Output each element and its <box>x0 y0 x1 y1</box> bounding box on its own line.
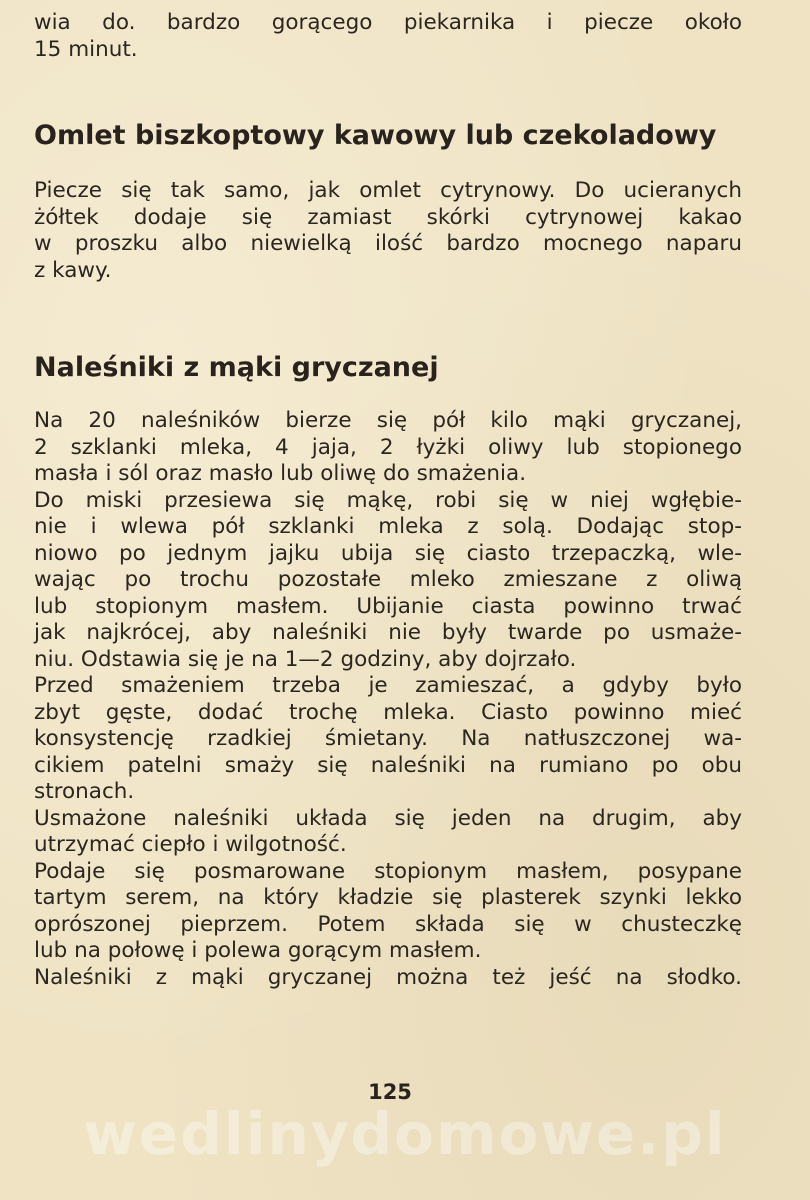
text-line: Do miski przesiewa się mąkę, robi się w niej wgłębie- <box>34 487 742 513</box>
page-number: 125 <box>368 1080 412 1104</box>
text-line: Naleśniki z mąki gryczanej można też jeść na słodko. <box>34 964 742 990</box>
text-line: 15 minut. <box>34 36 138 62</box>
text-line: wia do. bardzo gorącego piekarnika i piecze około <box>34 10 742 35</box>
text-line: tartym serem, na który kładzie się plasterek szynki lekko <box>34 885 742 910</box>
text-line: cikiem patelni smaży się naleśniki na rumiano po obu <box>34 752 742 778</box>
text-line: Na 20 naleśników bierze się pół kilo mąki gryczanej, <box>34 408 742 433</box>
text-line: Piecze się tak samo, jak omlet cytrynowy. Do ucieranych <box>34 178 742 203</box>
text-line: stronach. <box>34 779 135 804</box>
text-line: Przed smażeniem trzeba je zamieszać, a gdyby było <box>34 673 742 698</box>
text-line: oprószonej pieprzem. Potem składa się w chusteczkę <box>34 911 742 937</box>
text-line: jak najkrócej, aby naleśniki nie były twarde po usmaże- <box>34 620 742 645</box>
text-line: Usmażone naleśniki układa się jeden na drugim, aby <box>34 805 742 831</box>
section-nalesniki-body <box>34 408 742 991</box>
text-line: z kawy. <box>34 257 112 283</box>
text-line: w proszku albo niewielką ilość bardzo mocnego naparu <box>34 231 742 256</box>
section-title-omlet: Omlet biszkoptowy kawowy lub czekoladowy <box>34 120 717 151</box>
watermark: wedlinydomowe.pl <box>83 1100 727 1168</box>
text-line: lub stopionym masłem. Ubijanie ciasta powinno trwać <box>34 593 742 619</box>
text-line: Podaje się posmarowane stopionym masłem, posypane <box>34 858 742 884</box>
text-line: konsystencję rzadkiej śmietany. Na natłuszczonej wa- <box>34 726 742 751</box>
text-line: niowo po jednym jajku ubija się ciasto trzepaczką, wle- <box>34 540 742 566</box>
section-title-nalesniki: Naleśniki z mąki gryczanej <box>34 352 439 383</box>
section-omlet-body <box>34 178 742 284</box>
text-line: zbyt gęste, dodać trochę mleka. Ciasto powinno mieć <box>34 699 742 725</box>
text-line: wając po trochu pozostałe mleko zmieszane z oliwą <box>34 567 742 592</box>
text-line: żółtek dodaje się zamiast skórki cytrynowej kakao <box>34 204 742 230</box>
text-line: nie i wlewa pół szklanki mleka z solą. Dodając stop- <box>34 514 742 539</box>
text-line: lub na połowę i polewa gorącym masłem. <box>34 938 482 963</box>
text-line: niu. Odstawia się je na 1—2 godziny, aby dojrzało. <box>34 646 577 672</box>
text-line: masła i sól oraz masło lub oliwę do smażenia. <box>34 461 527 486</box>
top-paragraph <box>34 10 742 63</box>
text-line: utrzymać ciepło i wilgotność. <box>34 832 347 857</box>
text-line: 2 szklanki mleka, 4 jaja, 2 łyżki oliwy lub stopionego <box>34 434 742 460</box>
